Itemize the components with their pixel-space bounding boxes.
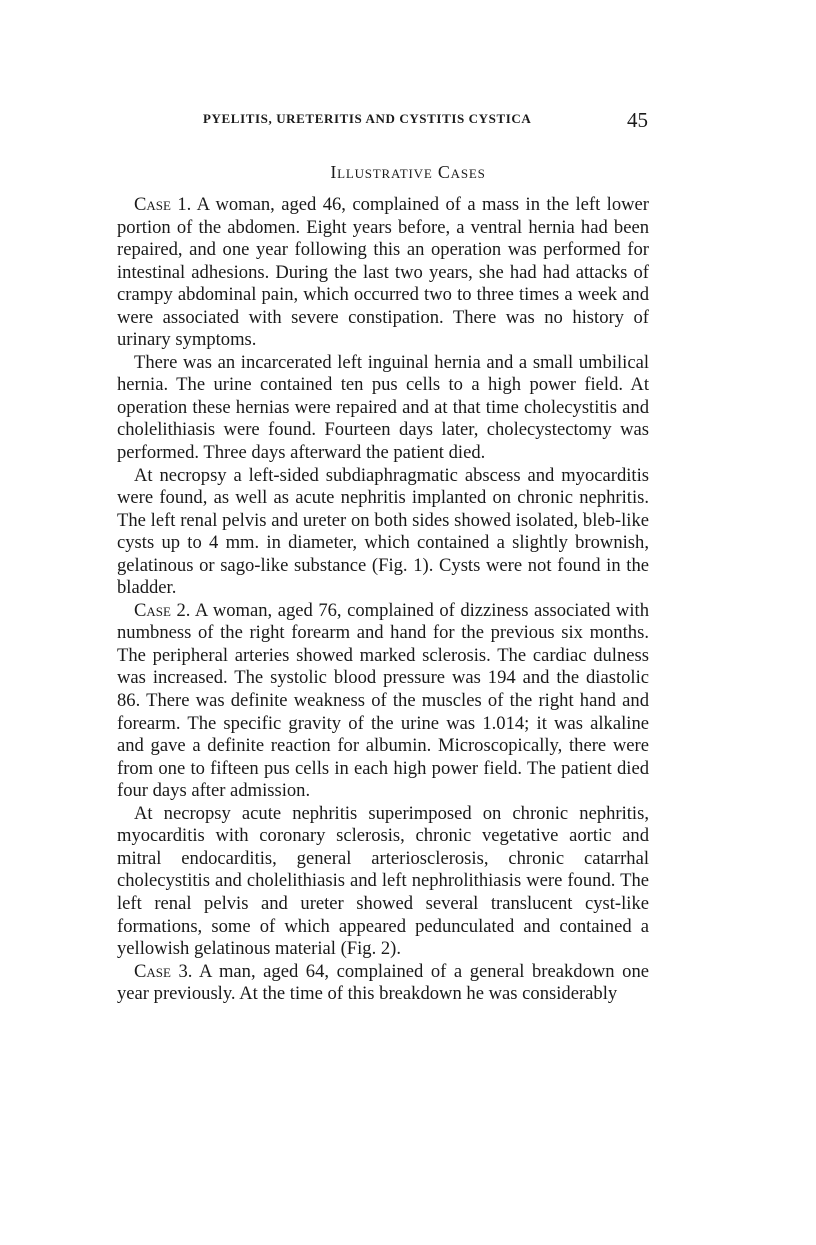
paragraph-case-3 — [117, 961, 649, 1006]
paragraph-case-1 — [117, 194, 649, 352]
paragraph-text: A woman, aged 46, complained of a mass in the left lower portion of the abdomen. Eight years before, a ventral hernia had been repaired, and one year following this an operation was performed for intestinal adhesions. During the last two years, she had had attacks of crampy abdominal pain, which occurred two to three times a week and were associated with severe constipation. There was no history of urinary symptoms. — [117, 194, 649, 351]
paragraph-case-2-necropsy — [117, 803, 649, 961]
paragraph-case-2 — [117, 600, 649, 803]
running-head: PYELITIS, URETERITIS AND CYSTITIS CYSTICA — [203, 111, 532, 126]
paragraph-case-1-findings — [117, 352, 649, 465]
body-text — [117, 194, 649, 1006]
case-label: Case 2. — [134, 599, 191, 621]
case-label: Case 1. — [134, 194, 192, 215]
case-label: Case 3. — [134, 960, 193, 982]
paragraph-text: A woman, aged 76, complained of dizziness associated with numbness of the right forearm and hand for the previous six months. The peripheral arteries showed marked sclerosis. The cardiac dulness was increased. The systolic blood pressure was 194 and the diastolic 86. There was definite weakness of the muscles of the right hand and forearm. The specific gravity of the urine was 1.014; it was alkaline and gave a definite reaction for albumin. Microscopically, there were from one to fifteen pus cells in each high power field. The patient died four days after admission. — [117, 599, 649, 802]
paragraph-case-1-necropsy — [117, 465, 649, 600]
page-number: 45 — [627, 108, 648, 132]
section-heading: Illustrative Cases — [330, 162, 486, 182]
paragraph-text: There was an incarcerated left inguinal hernia and a small umbilical hernia. The urine contained ten pus cells to a high power field. At operation these hernias were repaired and at that time cholecystitis and cholelithiasis were found. Fourteen days later, cholecystectomy was performed. Three days afterward the patient died. — [117, 351, 649, 464]
paragraph-text: A man, aged 64, complained of a general breakdown one year previously. At the time of this breakdown he was considerably — [117, 960, 649, 1005]
paragraph-text: At necropsy acute nephritis superimposed on chronic nephritis, myocarditis with coronary sclerosis, chronic vegetative aortic and mitral endocarditis, general arteriosclerosis, chronic catarrhal cholecystitis and cholelithiasis and left nephrolithiasis were found. The left renal pelvis and ureter showed several translucent cyst-like formations, some of which appeared pedunculated and contained a yellowish gelatinous material (Fig. 2). — [117, 802, 649, 960]
paragraph-text: At necropsy a left-sided subdiaphragmatic abscess and myocarditis were found, as well as acute nephritis implanted on chronic nephritis. The left renal pelvis and ureter on both sides showed isolated, bleb-like cysts up to 4 mm. in diameter, which contained a slightly brownish, gelatinous or sago-like substance (Fig. 1). Cysts were not found in the bladder. — [117, 464, 649, 599]
